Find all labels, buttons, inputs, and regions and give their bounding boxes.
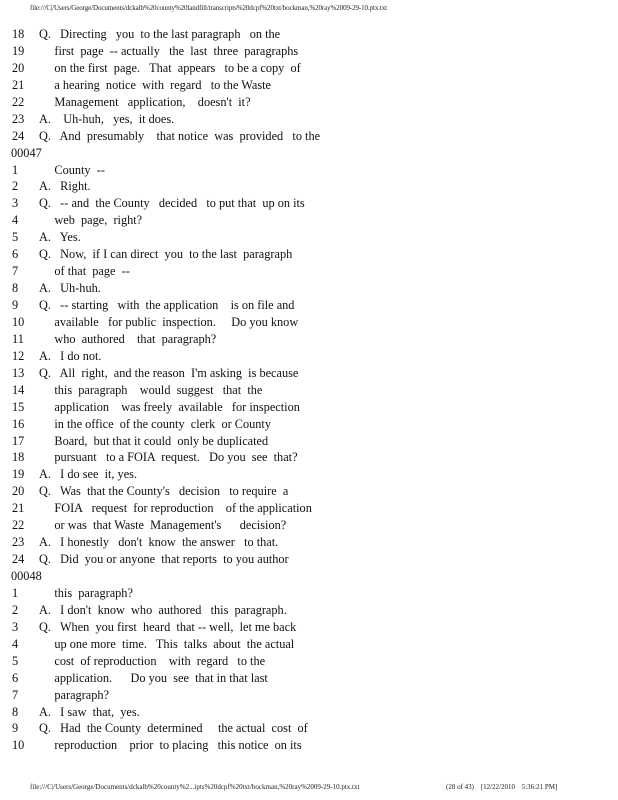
line-text: Q. Had the County determined the actual cost of <box>39 721 308 736</box>
line-text: Q. Was that the County's decision to require a <box>39 484 289 499</box>
footer-page-count: (28 of 43) <box>446 783 474 791</box>
line-number: 2 <box>12 602 19 617</box>
line-number: 19 <box>12 467 25 482</box>
line-text: up one more time. This talks about the actual <box>39 636 295 651</box>
line-number: 15 <box>12 399 25 414</box>
line-number: 5 <box>12 653 19 668</box>
line-text: A. Uh-huh, yes, it does. <box>39 111 175 126</box>
line-text: application was freely available for inspection <box>39 399 300 414</box>
line-number: 14 <box>12 382 25 397</box>
line-number: 1 <box>12 585 19 600</box>
line-text: A. I saw that, yes. <box>39 704 140 719</box>
line-text: Q. Did you or anyone that reports to you author <box>39 552 289 567</box>
line-text: Q. All right, and the reason I'm asking is because <box>39 365 299 380</box>
line-number: 21 <box>12 501 25 516</box>
page-number: 00047 <box>11 145 42 160</box>
line-text: A. I do see it, yes. <box>39 467 138 482</box>
line-text: A. Yes. <box>39 230 81 245</box>
line-number: 1 <box>12 162 19 177</box>
line-number: 7 <box>12 264 19 279</box>
page-number: 00048 <box>11 569 42 583</box>
line-number: 4 <box>12 636 19 651</box>
line-text: Management application, doesn't it? <box>39 94 251 109</box>
line-text: A. I honestly don't know the answer to that. <box>39 535 279 550</box>
line-number: 9 <box>12 721 19 736</box>
line-number: 8 <box>12 704 19 719</box>
line-number: 10 <box>12 738 25 753</box>
footer-date: [12/22/2010 <box>480 783 515 791</box>
line-number: 3 <box>12 619 19 634</box>
line-number: 11 <box>12 331 24 346</box>
line-text: application. Do you see that in that last <box>39 670 268 685</box>
line-number: 24 <box>12 128 25 143</box>
line-text: Q. Directing you to the last paragraph on the <box>39 27 281 41</box>
line-text: on the first page. That appears to be a copy of <box>39 60 301 75</box>
line-text: Q. -- and the County decided to put that up on its <box>39 196 305 211</box>
line-text: A. Uh-huh. <box>39 281 101 296</box>
line-text: reproduction prior to placing this notice on its <box>39 738 302 753</box>
line-text: of that page -- <box>39 264 130 279</box>
line-number: 20 <box>12 60 25 75</box>
line-text: first page -- actually the last three paragraphs <box>39 43 299 58</box>
line-number: 18 <box>12 450 25 465</box>
line-number: 18 <box>12 27 25 41</box>
line-number: 21 <box>12 77 25 92</box>
line-number: 17 <box>12 433 25 448</box>
line-number: 20 <box>12 484 25 499</box>
line-text: this paragraph? <box>39 585 133 600</box>
footer-time: 5:36:21 PM] <box>521 783 558 791</box>
line-number: 6 <box>12 247 19 262</box>
line-text: available for public inspection. Do you know <box>39 314 299 329</box>
line-text: FOIA request for reproduction of the application <box>39 501 312 516</box>
line-number: 12 <box>12 348 25 363</box>
line-text: who authored that paragraph? <box>39 331 217 346</box>
line-text: this paragraph would suggest that the <box>39 382 263 397</box>
line-number: 13 <box>12 365 25 380</box>
line-text: A. Right. <box>39 179 91 194</box>
line-text: pursuant to a FOIA request. Do you see that? <box>39 450 298 465</box>
footer-file-path: file:///C|/Users/George/Documents/dckalb%20county%2...ipts%20dcpf%20txt/bockman,%20ray%2009-29-10.ptx.txt <box>30 783 360 791</box>
line-text: County -- <box>39 162 105 177</box>
line-number: 6 <box>12 670 19 685</box>
file-path-header: file:///C|/Users/George/Documents/dckalb%20county%20landfill/transcripts%20dcpf%20txt/bockman,%20ray%2009-29-10.ptx.txt <box>30 4 387 12</box>
line-text: Q. When you first heard that -- well, let me back <box>39 619 297 634</box>
line-text: or was that Waste Management's decision? <box>39 518 287 533</box>
line-number: 22 <box>12 518 25 533</box>
line-number: 9 <box>12 298 19 312</box>
line-number: 7 <box>12 687 19 702</box>
line-number: 2 <box>12 179 19 194</box>
line-number: 24 <box>12 552 25 567</box>
line-text: Q. -- starting with the application is on file and <box>39 298 295 312</box>
line-text: paragraph? <box>39 687 109 702</box>
line-text: in the office of the county clerk or County <box>39 416 271 431</box>
line-text: web page, right? <box>39 213 143 228</box>
line-number: 23 <box>12 111 25 126</box>
line-text: Q. And presumably that notice was provided to the <box>39 128 321 143</box>
line-text: A. I do not. <box>39 348 102 363</box>
footer-page-info <box>446 783 562 791</box>
line-number: 3 <box>12 196 19 211</box>
line-text: Board, but that it could only be duplicated <box>39 433 269 448</box>
line-number: 23 <box>12 535 25 550</box>
line-text: A. I don't know who authored this paragraph. <box>39 602 287 617</box>
line-text: cost of reproduction with regard to the <box>39 653 266 668</box>
line-text: Q. Now, if I can direct you to the last paragraph <box>39 247 293 262</box>
line-number: 5 <box>12 230 19 245</box>
line-number: 22 <box>12 94 25 109</box>
line-text: a hearing notice with regard to the Waste <box>39 77 272 92</box>
line-number: 19 <box>12 43 25 58</box>
line-number: 8 <box>12 281 19 296</box>
line-number: 4 <box>12 213 19 228</box>
line-number: 10 <box>12 314 25 329</box>
line-number: 16 <box>12 416 25 431</box>
